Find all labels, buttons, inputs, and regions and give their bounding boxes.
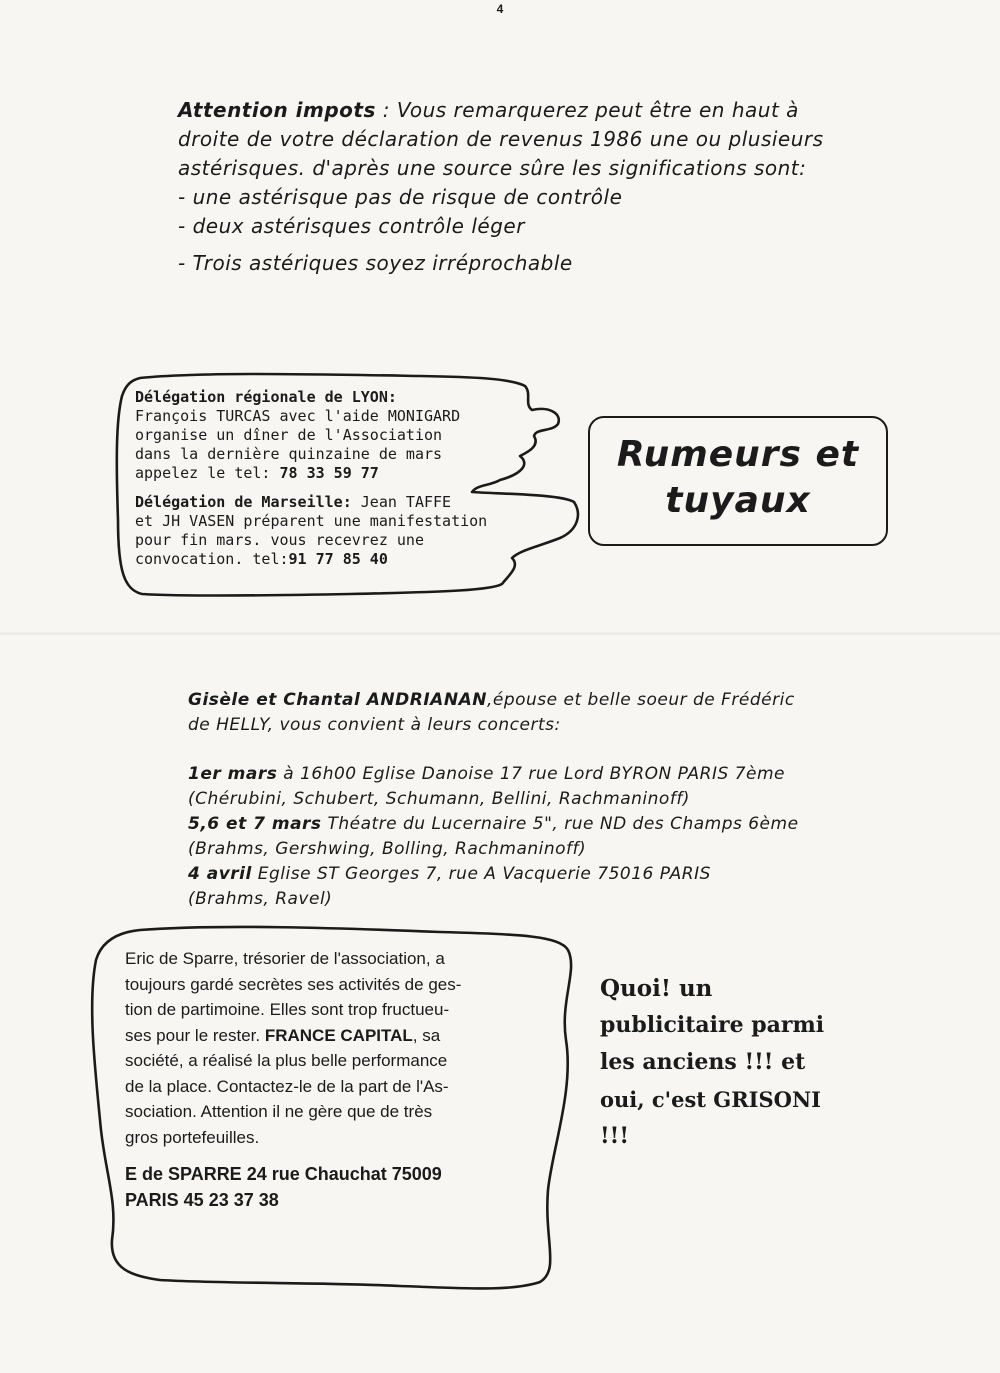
- ransom-line: Quoi! un: [600, 975, 713, 1002]
- marseille-phone-line: [135, 550, 585, 569]
- concerts-intro-text: ,épouse et belle soeur de Frédéric: [486, 690, 795, 710]
- concert-program: (Brahms, Gershwing, Bolling, Rachmaninoff): [188, 839, 587, 859]
- concert-date: 5,6 et 7 mars: [188, 814, 322, 834]
- sparre-text: , sa: [412, 1025, 441, 1045]
- tax-notice-text: : Vous remarquerez peut être en haut à: [375, 98, 799, 122]
- concerts-performers: Gisèle et Chantal ANDRIANAN: [188, 690, 487, 710]
- delegations-section: [135, 388, 585, 569]
- tax-notice-line: [178, 96, 918, 125]
- sparre-address: E de SPARRE 24 rue Chauchat 75009: [125, 1164, 442, 1184]
- rumeurs-title-line2: tuyaux: [665, 480, 811, 521]
- marseille-line: et JH VASEN préparent une manifestation: [135, 512, 488, 530]
- ransom-line: !!!: [600, 1123, 629, 1149]
- lyon-phone: 78 33 59 77: [279, 464, 379, 482]
- lyon-title: Délégation régionale de LYON:: [135, 388, 397, 406]
- ransom-note: [600, 970, 920, 1155]
- lyon-line: dans la dernière quinzaine de mars: [135, 445, 443, 463]
- sparre-text: ses pour le rester.: [125, 1025, 265, 1045]
- concert-entry: [188, 862, 908, 887]
- rumeurs-title-line1: Rumeurs et: [616, 434, 860, 475]
- concert-detail: Théatre du Lucernaire 5", rue ND des Champs 6ème: [321, 814, 799, 834]
- sparre-line: sociation. Attention il ne gère que de très: [125, 1102, 433, 1121]
- tax-notice-line: astérisques. d'après une source sûre les significations sont:: [178, 156, 807, 180]
- tax-notice-item: - une astérisque pas de risque de contrôle: [178, 185, 623, 209]
- lyon-phone-label: appelez le tel:: [135, 464, 280, 482]
- sparre-line: toujours gardé secrètes ses activités de ges-: [125, 974, 462, 994]
- ransom-line: publicitaire parmi: [600, 1012, 825, 1038]
- sparre-line: société, a réalisé la plus belle performance: [125, 1051, 448, 1070]
- sparre-line: tion de partimoine. Elles sont trop fructueu-: [125, 1000, 450, 1019]
- lyon-line: François TURCAS avec l'aide MONIGARD: [135, 407, 461, 425]
- tax-notice: [178, 96, 918, 278]
- tax-notice-line: droite de votre déclaration de revenus 1986 une ou plusieurs: [178, 127, 824, 151]
- sparre-company: FRANCE CAPITAL: [264, 1025, 413, 1045]
- tax-notice-item: - deux astérisques contrôle léger: [178, 214, 525, 238]
- sparre-line: de la place. Contactez-le de la part de l'As-: [125, 1076, 449, 1096]
- sparre-notice: [125, 946, 565, 1213]
- marseille-line: pour fin mars. vous recevrez une: [135, 531, 424, 549]
- concert-date: 1er mars: [188, 764, 278, 784]
- tax-notice-item: - Trois astériques soyez irréprochable: [178, 251, 573, 275]
- tax-notice-lead: Attention impots: [178, 98, 376, 122]
- marseille-title: Délégation de Marseille:: [135, 493, 352, 511]
- concerts-intro: [188, 688, 908, 713]
- sparre-line: gros portefeuilles.: [125, 1127, 260, 1147]
- paper-fold: [0, 632, 1000, 635]
- ransom-line: oui, c'est GRISONI: [600, 1087, 821, 1112]
- ransom-line: les anciens !!! et: [600, 1049, 806, 1075]
- sparre-address: PARIS 45 23 37 38: [125, 1189, 279, 1210]
- lyon-phone-line: [135, 464, 585, 483]
- marseille-phone-label: convocation. tel:: [135, 550, 289, 568]
- concert-program: (Brahms, Ravel): [188, 889, 333, 909]
- marseille-contact: Jean TAFFE: [351, 493, 452, 511]
- rumeurs-box: [588, 416, 888, 546]
- marseille-phone: 91 77 85 40: [288, 550, 388, 568]
- concert-date: 4 avril: [188, 864, 252, 884]
- concert-program: (Chérubini, Schubert, Schumann, Bellini, Rachmaninoff): [188, 789, 690, 809]
- concerts-intro-line2: de HELLY, vous convient à leurs concerts:: [188, 715, 561, 735]
- concert-entry: [188, 762, 908, 787]
- concert-detail: à 16h00 Eglise Danoise 17 rue Lord BYRON PARIS 7ème: [277, 764, 785, 784]
- concerts-section: [188, 688, 908, 912]
- concert-detail: Eglise ST Georges 7, rue A Vacquerie 75016 PARIS: [251, 864, 711, 884]
- sparre-line: Eric de Sparre, trésorier de l'association, a: [125, 949, 445, 968]
- sparre-line: [125, 1023, 565, 1049]
- spacer: [135, 483, 585, 493]
- page-number: 4: [496, 2, 504, 16]
- concert-entry: [188, 812, 908, 837]
- marseille-title-line: [135, 493, 585, 512]
- lyon-line: organise un dîner de l'Association: [135, 426, 443, 444]
